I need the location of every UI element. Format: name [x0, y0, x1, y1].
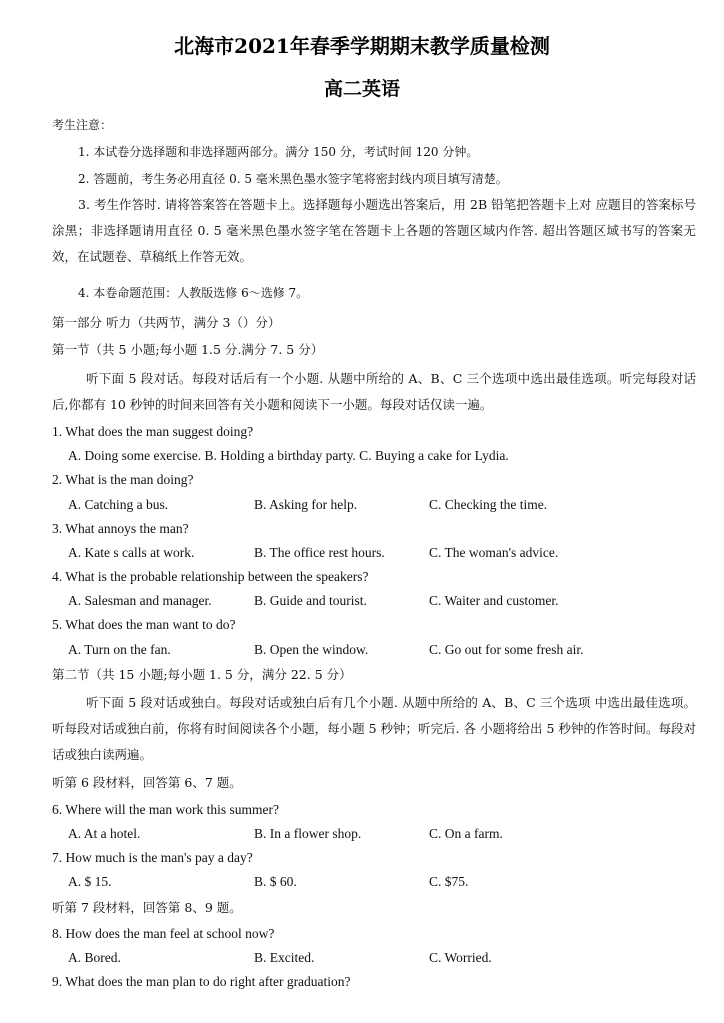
- question-3-option-c: C. The woman's advice.: [429, 545, 559, 560]
- question-2-option-a: A. Catching a bus.: [68, 497, 169, 512]
- question-2-option-c: C. Checking the time.: [429, 497, 548, 512]
- question-2: 2. What is the man doing?: [52, 472, 194, 487]
- question-6-option-a: A. At a hotel.: [68, 826, 141, 841]
- question-5-option-c: C. Go out for some fresh air.: [429, 642, 584, 657]
- question-1: 1. What does the man suggest doing?: [52, 424, 254, 439]
- question-5-option-b: B. Open the window.: [254, 642, 369, 657]
- notice-item-2: 2. 答题前，考生务必用直径 0. 5 毫米黑色墨水签字笔将密封线内项目填写清楚。: [78, 172, 508, 186]
- question-3-option-a: A. Kate s calls at work.: [68, 545, 195, 560]
- question-4-option-a: A. Salesman and manager.: [68, 593, 212, 608]
- question-8-option-c: C. Worried.: [429, 950, 492, 965]
- question-3: 3. What annoys the man?: [52, 521, 189, 536]
- question-8-option-a: A. Bored.: [68, 950, 121, 965]
- section2-instructions: 听下面 5 段对话或独白。每段对话或独白后有几个小题. 从题中所给的 A、B、C 三个选项 中选出最佳选项。听每段对话或独白前，你将有时间阅读各个小题，每小题 5 秒钟；听完后. 各 小题将给出 5 秒钟的作答时间。每段对话或独白读两遍。: [52, 695, 696, 762]
- material-7-note: 听第 7 段材料，回答第 8、9 题。: [52, 900, 242, 915]
- section1-instructions: 听下面 5 段对话。每段对话后有一个小题. 从题中所给的 A、B、C 三个选项中选出最佳选项。听完每段对话后,你都有 10 秒钟的时间来回答有关小题和阅读下一小题。每段对话仅读一遍。: [52, 371, 696, 412]
- exam-title: 北海市2021年春季学期期末教学质量检测: [174, 34, 550, 58]
- question-6-option-c: C. On a farm.: [429, 826, 503, 841]
- question-4-option-b: B. Guide and tourist.: [254, 593, 367, 608]
- material-6-note: 听第 6 段材料，回答第 6、7 题。: [52, 775, 242, 790]
- question-4: 4. What is the probable relationship between the speakers?: [52, 569, 369, 584]
- notice-heading: 考生注意：: [52, 118, 113, 132]
- question-9: 9. What does the man plan to do right after graduation?: [52, 974, 351, 989]
- question-5-option-a: A. Turn on the fan.: [68, 642, 171, 657]
- exam-subtitle: 高二英语: [323, 78, 400, 100]
- question-3-option-b: B. The office rest hours.: [254, 545, 385, 560]
- question-7: 7. How much is the man's pay a day?: [52, 850, 253, 865]
- question-8: 8. How does the man feel at school now?: [52, 926, 275, 941]
- question-1-options: A. Doing some exercise. B. Holding a birthday party. C. Buying a cake for Lydia.: [68, 448, 509, 463]
- question-6-option-b: B. In a flower shop.: [254, 826, 362, 841]
- question-4-option-c: C. Waiter and customer.: [429, 593, 559, 608]
- question-5: 5. What does the man want to do?: [52, 617, 236, 632]
- question-7-option-b: B. $ 60.: [254, 874, 297, 889]
- notice-item-3: 3. 考生作答时. 请将答案答在答题卡上。选择题每小题选出答案后，用 2B 铅笔把答题卡上对 应题目的答案标号涂黑；非选择题请用直径 0. 5 毫米黑色墨水签字笔在答题卡上各题的答题区域内作答. 超出答题区域书写的答案无效，在试题卷、草稿纸上作答无效。: [52, 197, 696, 264]
- section1-heading: 第一节（共 5 小题;每小题 1.5 分.满分 7. 5 分）: [52, 342, 324, 357]
- notice-item-1: 1. 本试卷分选择题和非选择题两部分。满分 150 分，考试时间 120 分钟。: [78, 145, 479, 159]
- question-7-option-a: A. $ 15.: [68, 874, 112, 889]
- section2-heading: 第二节（共 15 小题;每小题 1. 5 分，满分 22. 5 分）: [52, 667, 352, 682]
- part1-heading: 第一部分 听力（共两节，满分 3（）分）: [52, 315, 281, 330]
- question-2-option-b: B. Asking for help.: [254, 497, 358, 512]
- question-8-option-b: B. Excited.: [254, 950, 315, 965]
- notice-item-4: 4. 本卷命题范围：人教版选修 6〜选修 7。: [78, 286, 309, 300]
- question-7-option-c: C. $75.: [429, 874, 469, 889]
- question-6: 6. Where will the man work this summer?: [52, 802, 279, 817]
